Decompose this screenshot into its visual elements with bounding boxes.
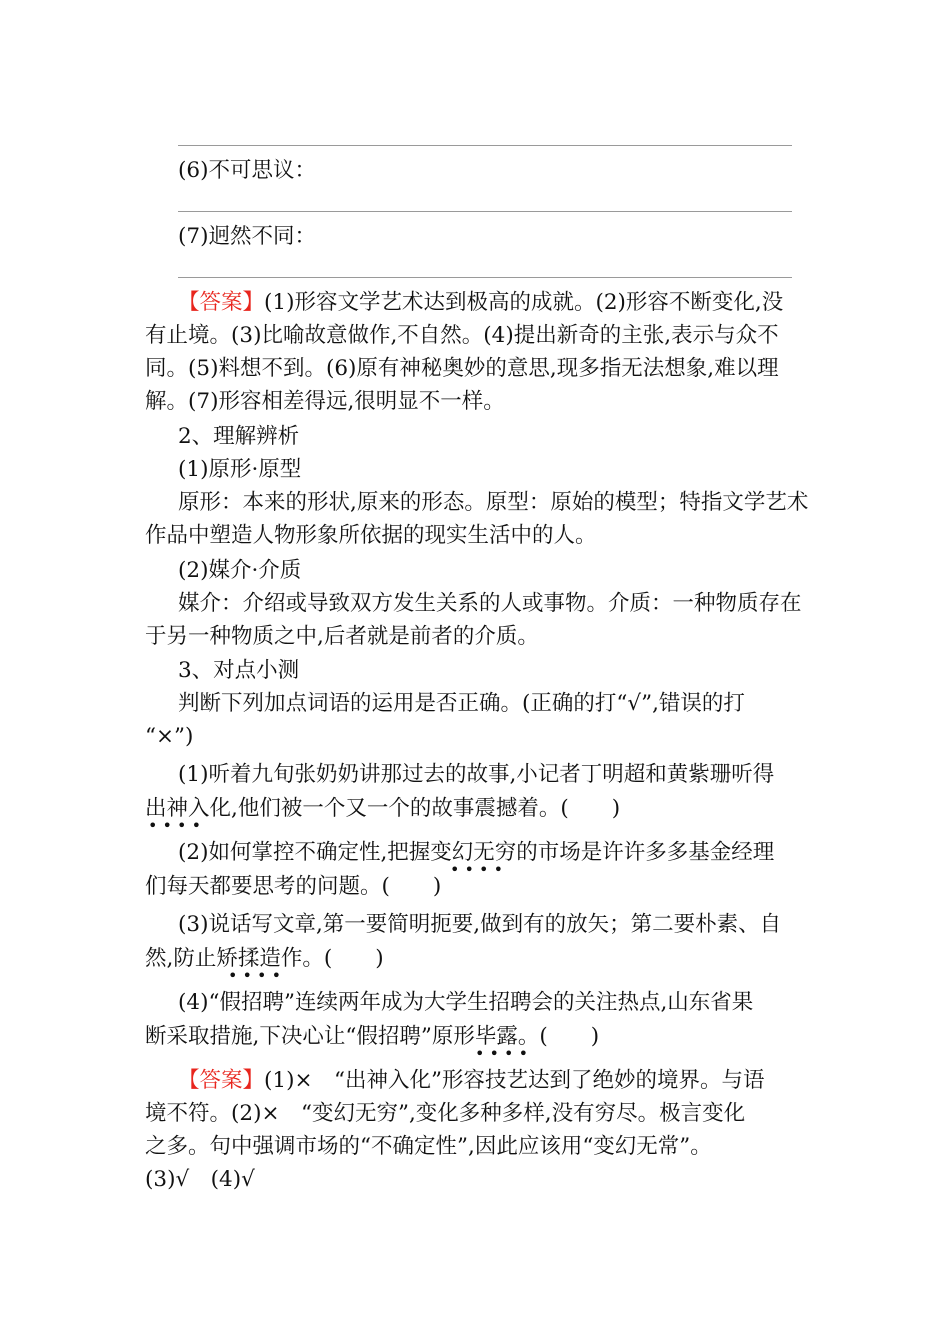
pair-2-title: (2)媒介·介质 [178, 558, 302, 583]
question-1-line-1: (1)听着九旬张奶奶讲那过去的故事,小记者丁明超和黄紫珊听得 [178, 762, 775, 787]
emphasis-dots: • • • • [475, 1044, 529, 1063]
pair-1-line-1: 原形：本来的形状,原来的形态。原型：原始的模型；特指文学艺术 [178, 490, 809, 515]
answer-line [178, 145, 792, 146]
question-1-line-2: 出神入化,他们被一个又一个的故事震撼着。( ) [145, 796, 621, 821]
section-3-heading: 3、对点小测 [178, 658, 300, 683]
question-3-line-1: (3)说话写文章,第一要简明扼要,做到有的放矢；第二要朴素、自 [178, 912, 782, 937]
answer-1-line-1: 【答案】(1)形容文学艺术达到极高的成就。(2)形容不断变化,没 [178, 290, 784, 315]
question-2-line-2: 们每天都要思考的问题。( ) [145, 874, 442, 899]
answer-label: 【答案】 [178, 1068, 265, 1093]
question-4-line-2: 断采取措施,下决心让“假招聘”原形毕露。( ) [145, 1024, 600, 1049]
item-7: (7)迥然不同： [178, 224, 316, 249]
pair-2-line-1: 媒介：介绍或导致双方发生关系的人或事物。介质：一种物质存在 [178, 591, 802, 616]
answer-1-line-3: 同。(5)料想不到。(6)原有神秘奥妙的意思,现多指无法想象,难以理 [145, 356, 779, 381]
question-3-line-2: 然,防止矫揉造作。( ) [145, 946, 384, 971]
question-2-line-1: (2)如何掌控不确定性,把握变幻无穷的市场是许许多多基金经理 [178, 840, 775, 865]
pair-2-line-2: 于另一种物质之中,后者就是前者的介质。 [145, 624, 539, 649]
answer-2-line-2: 境不符。(2)× “变幻无穷”,变化多种多样,没有穷尽。极言变化 [145, 1101, 746, 1126]
answer-2-line-4: (3)√ (4)√ [145, 1167, 255, 1192]
answer-line [178, 277, 792, 278]
answer-line [178, 211, 792, 212]
emphasis-dots: • • • • [148, 816, 202, 835]
emphasis-dots: • • • • [450, 860, 504, 879]
pair-1-line-2: 作品中塑造人物形象所依据的现实生活中的人。 [145, 523, 597, 548]
question-4-line-1: (4)“假招聘”连续两年成为大学生招聘会的关注热点,山东省果 [178, 990, 754, 1015]
answer-1-line-2: 有止境。(3)比喻故意做作,不自然。(4)提出新奇的主张,表示与众不 [145, 323, 779, 348]
answer-2-line-1: 【答案】(1)× “出神入化”形容技艺达到了绝妙的境界。与语 [178, 1068, 765, 1093]
answer-2-line-3: 之多。句中强调市场的“不确定性”,因此应该用“变幻无常”。 [145, 1134, 712, 1159]
instruction-line-1: 判断下列加点词语的运用是否正确。(正确的打“√”,错误的打 [178, 691, 745, 716]
section-2-heading: 2、理解辨析 [178, 424, 300, 449]
pair-1-title: (1)原形·原型 [178, 457, 302, 482]
instruction-line-2: “×”) [145, 724, 194, 749]
answer-label: 【答案】 [178, 290, 265, 315]
answer-1-line-4: 解。(7)形容相差得远,很明显不一样。 [145, 389, 505, 414]
emphasis-dots: • • • • [228, 966, 282, 985]
item-6: (6)不可思议： [178, 158, 316, 183]
